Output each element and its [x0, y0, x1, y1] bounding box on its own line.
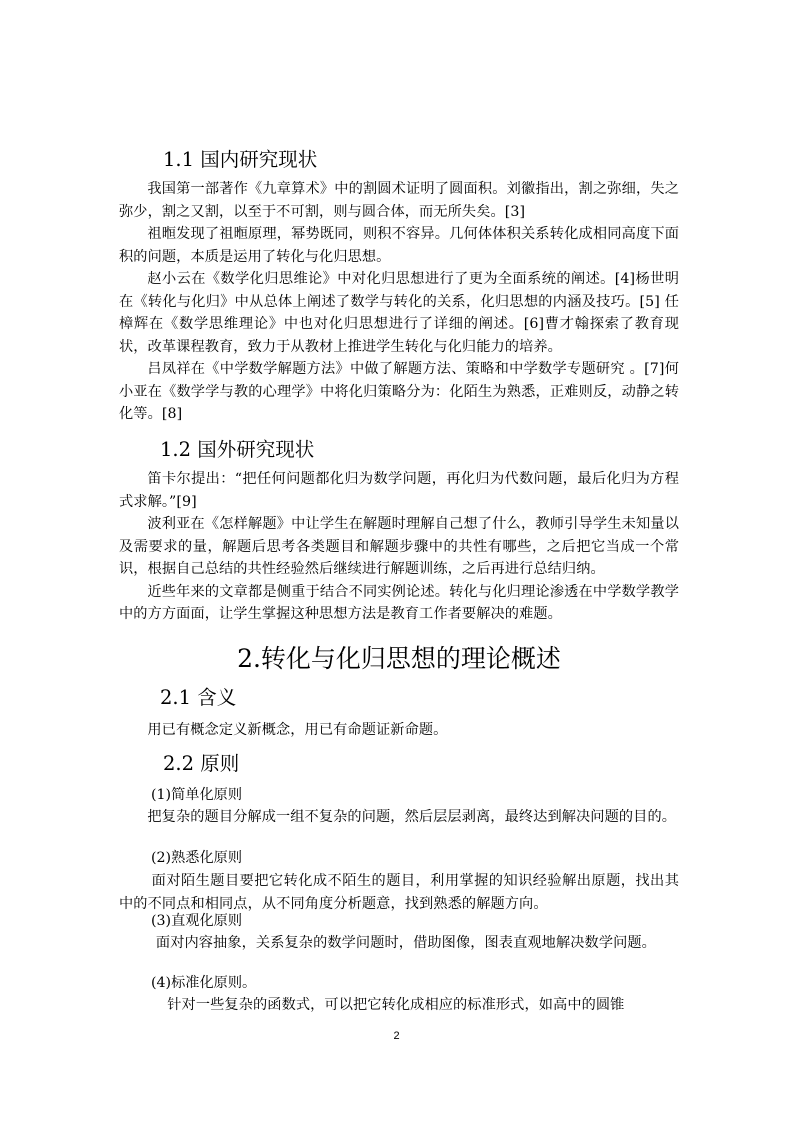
paragraph: 把复杂的题目分解成一组不复杂的问题，然后层层剥离，最终达到解决问题的目的。 — [147, 809, 677, 825]
principle-text-1 — [119, 806, 679, 829]
section-heading-2-1: 2.1 含义 — [160, 686, 237, 709]
paragraph: 祖暅发现了祖暅原理，幂势既同，则积不容异。几何体体积关系转化成相同高度下面积的问题，本质是运用了转化与化归思想。 — [119, 226, 679, 265]
chapter-heading-2: 2.转化与化归思想的理论概述 — [237, 644, 561, 673]
paragraph: 针对一些复杂的函数式，可以把它转化成相应的标准形式，如高中的圆锥 — [167, 997, 625, 1013]
paragraph: 我国第一部著作《九章算术》中的割圆术证明了圆面积。刘徽指出，割之弥细，失之弥少，割之又割，以至于不可割，则与圆合体，而无所失矣。[3] — [119, 181, 679, 220]
paragraph: 面对内容抽象，关系复杂的数学问题时，借助图像，图表直观地解决数学问题。 — [155, 935, 656, 951]
paragraph: 吕凤祥在《中学数学解题方法》中做了解题方法、策略和中学数学专题研究 。[7]何小亚在《数学学与教的心理学》中将化归策略分为：化陌生为熟悉，正难则反，动静之转化等。[8] — [119, 361, 679, 422]
principle-label-3: (3)直观化原则 — [151, 913, 243, 929]
section-heading-2-2: 2.2 原则 — [163, 752, 240, 775]
paragraph: 用已有概念定义新概念，用已有命题证新命题。 — [147, 722, 448, 738]
paragraph: 面对陌生题目要把它转化成不陌生的题目，利用掌握的知识经验解出原题，找出其中的不同点和相同点，从不同角度分析题意，找到熟悉的解题方向。 — [119, 873, 679, 912]
paragraph: 近些年来的文章都是侧重于结合不同实例论述。转化与化归理论渗透在中学数学教学中的方方面面，让学生掌握这种思想方法是教育工作者要解决的难题。 — [119, 583, 679, 622]
section-heading-1-2: 1.2 国外研究现状 — [160, 438, 315, 461]
principle-text-4 — [119, 994, 679, 1017]
paragraph: 赵小云在《数学化归思维论》中对化归思想进行了更为全面系统的阐述。[4]杨世明在《转化与化归》中从总体上阐述了数学与转化的关系，化归思想的内涵及技巧。[5] 任樟辉在《数学思维理论》中也对化归思想进行了详细的阐述。[6]曹才翰探索了教育现状，改革课程教育，致力于从教材上推进学生转化与化归能力的培养。 — [119, 271, 679, 355]
section-2-1-body — [119, 719, 679, 742]
paragraph: 波利亚在《怎样解题》中让学生在解题时理解自己想了什么，教师引导学生未知量以及需要求的量，解题后思考各类题目和解题步骤中的共性有哪些，之后把它当成一个常识，根据自己总结的共性经验然后继续进行解题训练，之后再进行总结归纳。 — [119, 516, 679, 577]
principle-label-1: (1)简单化原则 — [151, 787, 243, 803]
principle-text-3 — [119, 932, 679, 955]
page-number: 2 — [393, 1030, 400, 1042]
section-heading-1-1: 1.1 国内研究现状 — [163, 148, 318, 171]
principle-text-2 — [119, 870, 679, 915]
paragraph: 笛卡尔提出：“把任何问题都化归为数学问题，再化归为代数问题，最后化归为方程式求解。”[9] — [119, 471, 679, 510]
principle-label-4: (4)标准化原则。 — [151, 975, 257, 991]
section-1-2-body — [119, 468, 679, 626]
principle-label-2: (2)熟悉化原则 — [151, 850, 243, 866]
section-1-1-body — [119, 178, 679, 426]
